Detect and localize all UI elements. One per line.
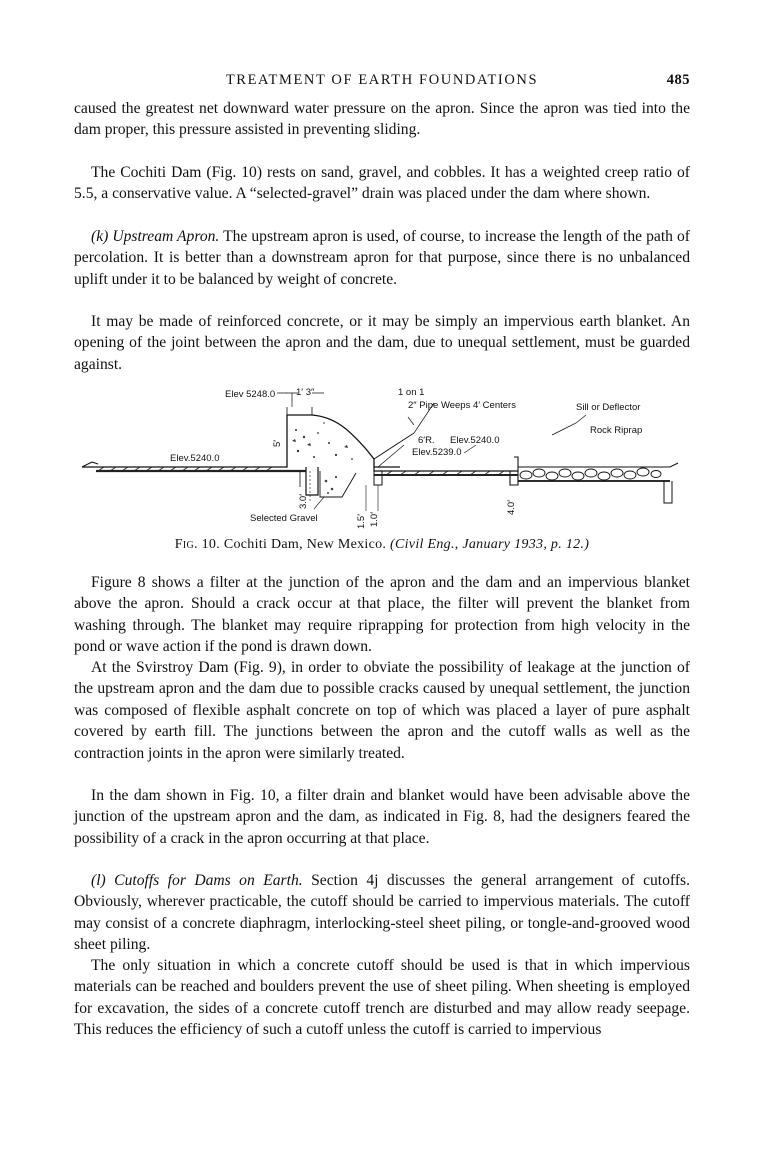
section-lead-k: (k) Upstream Apron. <box>91 228 220 245</box>
paragraph-6: At the Svirstroy Dam (Fig. 9), in order to obviate the possibility of leakage at the junction of the upstream apron and the dam due to possible cracks caused by unequal settlement, the junction was composed of flexible asphalt concrete on top of which was placed a layer of pure asphalt covered by earth fill. The junctions between the apron and the cutoff walls as well as the contraction joints in the apron were similarly treated. <box>74 659 690 762</box>
label-slope: 1 on 1 <box>398 387 425 398</box>
label-dim-4ft: 4.0′ <box>506 500 517 515</box>
section-lead-l: (l) Cutoffs for Dams on Earth. <box>91 872 303 889</box>
dam-cross-section-drawing <box>74 385 690 535</box>
page-number: 485 <box>666 72 690 88</box>
paragraph-5: Figure 8 shows a filter at the junction of the apron and the dam and an impervious blanket above the apron. Should a crack occur at that place, the filter will prevent the blanket from washing through. The blanket may require riprapping for protection from high velocity in the pond or wave action if the pond is drawn down. <box>74 574 690 656</box>
caption-label: Fig. 10. <box>174 537 221 552</box>
running-title: TREATMENT OF EARTH FOUNDATIONS <box>225 72 539 88</box>
paragraph-3 <box>74 226 690 290</box>
label-elev-5240-left: Elev.5240.0 <box>170 453 220 464</box>
paragraph-7: In the dam shown in Fig. 10, a filter drain and blanket would have been advisable above the junction of the upstream apron and the dam, as indicated in Fig. 8, had the designers feared the possibility of a crack in the apron occurring at that place. <box>74 787 690 847</box>
paragraph-9: The only situation in which a concrete cutoff should be used is that in which impervious materials can be reached and boulders prevent the use of sheet piling. When sheeting is employed for excavation, the sides of a concrete cutoff trench are disturbed and may allow ready seepage. This reduces the efficiency of such a cutoff unless the cutoff is carried to impervious <box>74 957 690 1039</box>
dam-cross-section-figure <box>74 385 690 535</box>
paragraph-2: The Cochiti Dam (Fig. 10) rests on sand, gravel, and cobbles. It has a weighted creep ratio of 5.5, a conservative value. A “selected-gravel” drain was placed under the dam where shown. <box>74 164 690 203</box>
label-sill-deflector: Sill or Deflector <box>576 402 641 413</box>
label-elev-5248: Elev 5248.0 <box>225 389 276 400</box>
paragraph-3-body: The upstream apron is used, of course, to increase the length of the path of percolation. It is better than a downstream apron for that purpose, since there is no unbalanced uplift under it to be balanced by weight of concrete. <box>74 228 690 288</box>
label-dim-5ft: 5′ <box>272 439 283 447</box>
label-crest-width: 1′ 3″ <box>296 387 315 398</box>
figure-caption <box>74 537 690 553</box>
caption-source: (Civil Eng., January 1933, p. 12.) <box>390 537 590 552</box>
label-rock-riprap: Rock Riprap <box>590 425 643 436</box>
caption-text: Cochiti Dam, New Mexico. <box>223 537 387 552</box>
label-dim-1-5ft: 1.5′ <box>356 514 367 529</box>
label-selected-gravel: Selected Gravel <box>250 513 318 524</box>
label-radius: 6′R. <box>418 435 435 446</box>
paragraph-8 <box>74 870 690 956</box>
label-elev-5240-right: Elev.5240.0 <box>450 435 500 446</box>
label-dim-3ft: 3.0′ <box>298 494 309 509</box>
paragraph-1: caused the greatest net downward water pressure on the apron. Since the apron was tied into the dam proper, this pressure assisted in preventing sliding. <box>74 100 690 139</box>
label-elev-5239: Elev.5239.0 <box>412 447 462 458</box>
paragraph-8-body: Section 4j discusses the general arrangement of cutoffs. Obviously, wherever practicable, the cutoff should be carried to impervious materials. The cutoff may consist of a concrete diaphragm, interlocking-steel sheet piling, or tongle-and-grooved wood sheet piling. <box>74 872 690 954</box>
label-pipe-weeps: 2″ Pipe Weeps 4′ Centers <box>408 400 516 411</box>
label-dim-1ft: 1.0′ <box>369 512 380 527</box>
page-header <box>74 72 690 94</box>
paragraph-4: It may be made of reinforced concrete, or it may be simply an impervious earth blanket. An opening of the joint between the apron and the dam, due to unequal settlement, must be guarded against. <box>74 313 690 373</box>
